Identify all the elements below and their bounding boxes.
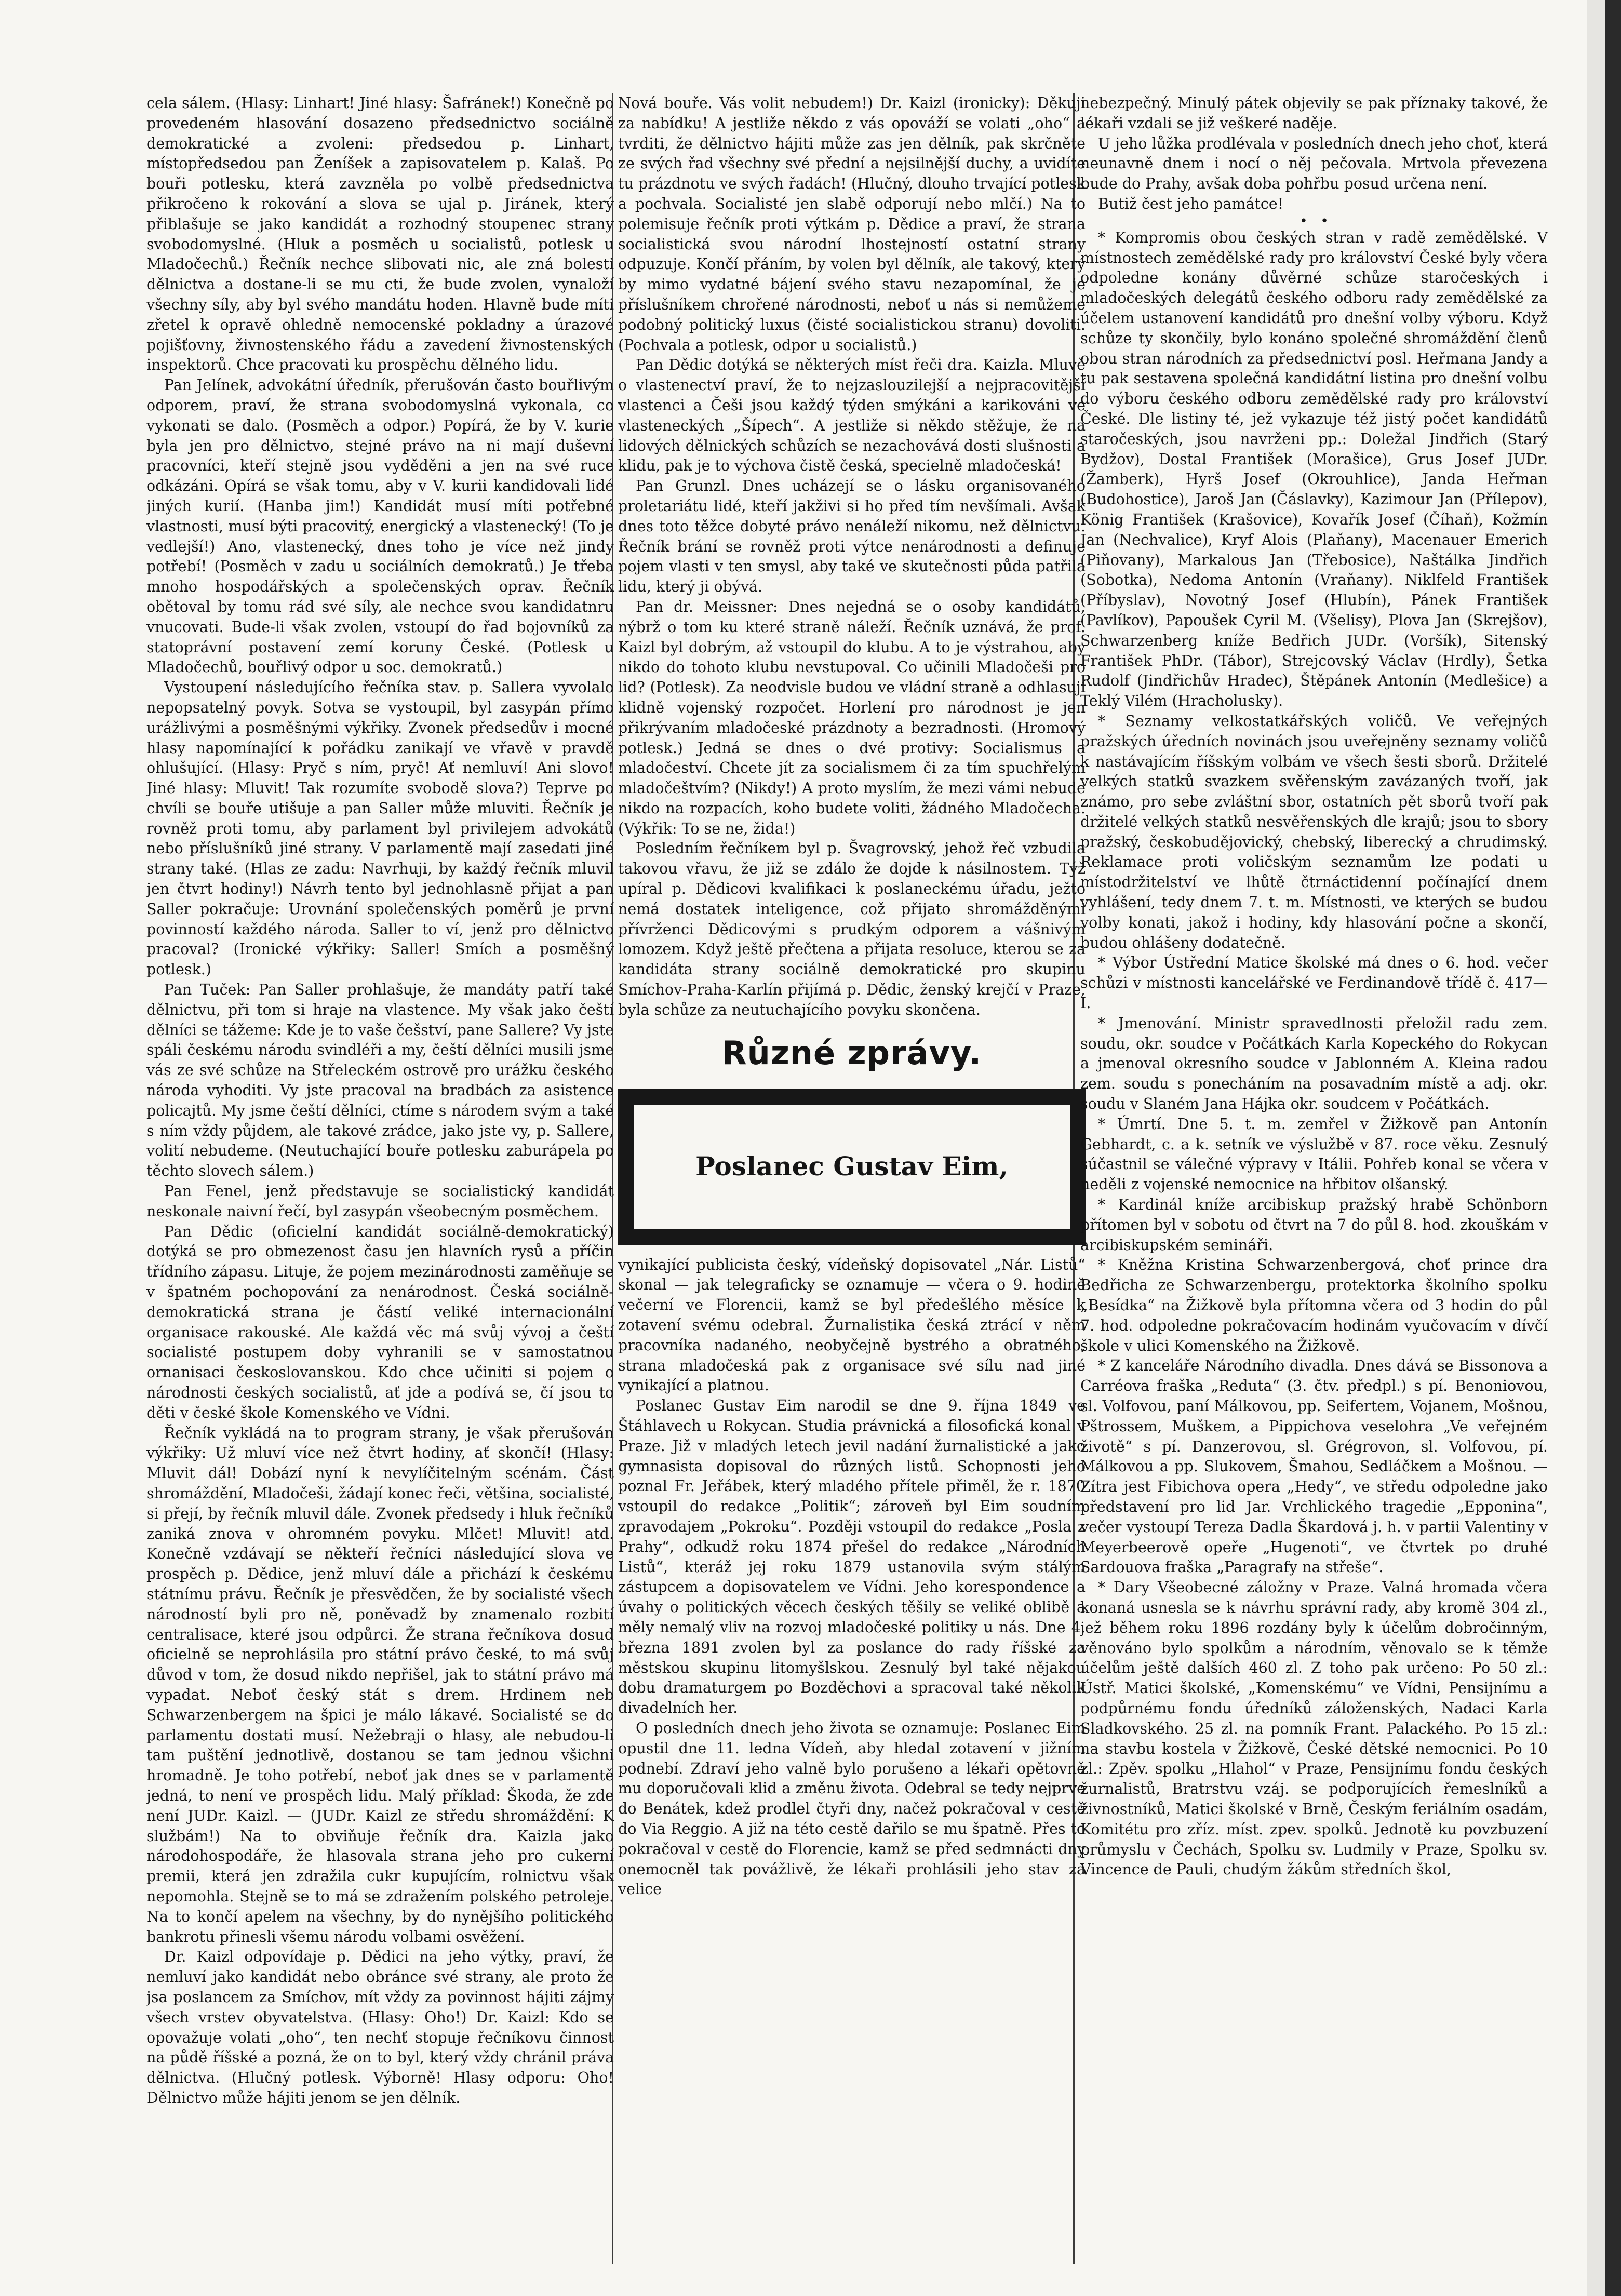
paragraph: * Kněžna Kristina Schwarzenbergová, choť prince dra Bedřicha ze Schwarzenbergu, protektorka školního spolku „Besídka“ na Žižkově byla přítomna včera od 3 hodin do půl 7. hod. odpoledne pokračovacím hodinám vyučovacím v dívčí škole v ulici Komenského na Žižkově. — [1080, 1256, 1548, 1354]
paragraph: Butiž čest jeho památce! — [1098, 195, 1284, 212]
paragraph: * Úmrtí. Dne 5. t. m. zemřel v Žižkově pan Antonín Gebhardt, c. a k. setník ve výslužbě v 87. roce věku. Zesnulý súčastnil se válečné výpravy v Itálii. Pohřeb konal se včera v neděli z vojenské nemocnice na hřbitov olšanský. — [1080, 1115, 1548, 1193]
page-margin — [1587, 0, 1605, 2296]
paragraph: cela sálem. (Hlasy: Linhart! Jiné hlasy: Šafránek!) Konečně po provedeném hlasování dosazeno předsednictvo sociálně demokratické a zvoleni: předsedou p. Linhart, místopředsedou pan Ženíšek a zapisovatelem p. Kalaš. Po bouři potlesku, která zavzněla po volbě předsednictva přikročeno k rokování a slova se ujal p. Jiránek, který přiblašuje se jako kandidát a rozhodný stoupenec strany svobodomyslné. (Hluk a posměch u socialistů, potlesk u Mladočechů.) Řečník nechce slibovati nic, ale zná bolesti dělnictva a dostane-li se mu cti, že bude zvolen, vynaloží všechny síly, aby byl svého mandátu hoden. Hlavně bude míti zřetel k opravě ohledně nemocenské pokladny a úrazové pojišťovny, živnostenského řádu a zavedení živnostenských inspektorů. Chce pracovati ku prospěchu dělného lidu. — [146, 95, 614, 374]
paragraph: Pan Grunzl. Dnes ucházejí se o lásku organisovaného proletariátu lidé, kteří jakživi si ho před tím nevšímali. Avšak dnes toto těžce dobyté právo nenáleží nikomu, než dělnictvu. Řečník brání se rovněž proti výtce nenárodnosti a definuje pojem vlasti v ten smysl, aby také ve skutečnosti půda patřila lidu, který ji obývá. — [618, 477, 1086, 596]
paragraph: Pan Dědic dotýká se některých míst řeči dra. Kaizla. Mluvě o vlastenectví praví, že to nejzaslouzilejší a nejpracovitější vlastenci a Češi jsou každý týden smýkáni a karikováni ve vlasteneckých „Šípech“. A jestliže si někdo stěžuje, že na lidových dělnických schůzích se nezachovává dosti slušnosti a klidu, pak je to výchova čistě česká, specielně mladočeská! — [618, 356, 1086, 475]
paragraph: Vystoupení následujícího řečníka stav. p. Sallera vyvolalo nepopsatelný povyk. Sotva se vystoupil, byl zasypán přímo urážlivými a posměšnými výkřiky. Zvonek předsedův i mocné hlasy napomínající k pořádku zanikají ve vřavě v pravdě ohlušující. (Hlasy: Pryč s ním, pryč! Ať nemluví! Ani slovo! Jiné hlasy: Mluvit! Tak rozumíte svobodě slova?) Teprve po chvíli se bouře utišuje a pan Saller může mluviti. Řečník je rovněž proti tomu, aby parlament byl privilejem advokátů nebo příslušníků jiné strany. V parlamentě mají zasedati jiné strany také. (Hlas ze zadu: Navrhuji, by každý řečník mluvil jen čtvrt hodiny!) Návrh tento byl jednohlasně přijat a pan Saller pokračuje: Urovnání společenských poměrů je první povinností každého národa. Saller to ví, jenž pro dělnictvo pracoval? (Ironické výkřiky: Saller! Smích a posměšný potlesk.) — [146, 679, 614, 978]
column-left — [146, 93, 614, 2270]
paragraph: * Z kanceláře Národního divadla. Dnes dává se Bissonova a Carréova fraška „Reduta“ (3. čtv. předpl.) s pí. Benoniovou, sl. Volfovou, paní Málkovou, pp. Seifertem, Vojanem, Mošnou, Pštrossem, Muškem, a Pippichova veselohra „Ve veřejném životě“ s pí. Danzerovou, sl. Grégrovon, sl. Volfovou, pí. Málkovou a pp. Slukovem, Šmahou, Sedláčkem a Mošnou. — Zítra jest Fibichova opera „Hedy“, ve středu odpoledne jako představení pro lid Jar. Vrchlického tragedie „Epponina“, večer vystoupí Tereza Dadla Škardová j. h. v partii Valentiny v Meyerbeerově opeře „Hugenoti“, ve čtvrtek po druhé Sardouova fraška „Paragrafy na střeše“. — [1080, 1357, 1548, 1576]
paragraph: Nová bouře. Vás volit nebudem!) Dr. Kaizl (ironicky): Děkuji za nabídku! A jestliže někdo z vás opováží se volati „oho“ a tvrditi, že dělnictvo hájiti může zas jen dělník, pak skrčněte ze svých řad všechny své přední a nejsilnější duchy, a uvidíte tu prázdnotu ve svých řadách! (Hlučný, dlouho trvající potlesk a pochvala. Socialisté jen slabě odporují nebo mlčí.) Na to polemisuje řečník proti výtkám p. Dědice a praví, že strana socialistická svou národní lhostejností ostatní strany odpuzuje. Končí přáním, by volen byl dělník, ale takový, který by mimo vydatné bájení svého stavu nezapomínal, že je příslušníkem chrořené národnosti, neboť u nás si nemůžeme podobný politický luxus (čisté socialistickou stranu) dovoliti. (Pochvala a potlesk, odpor u socialistů.) — [618, 95, 1086, 354]
paragraph: Dr. Kaizl odpovídaje p. Dědici na jeho výtky, praví, že nemluví jako kandidát nebo obránce své strany, ale proto že jsa poslancem za Smíchov, mít vždy za povinnost hájiti zájmy všech vrstev obyvatelstva. (Hlasy: Oho!) Dr. Kaizl: Kdo se opovažuje volati „oho“, ten nechť stopuje řečníkovu činnost na půdě říšské a pozná, že on to byl, který vždy chránil práva dělnictva. (Hlučný potlesk. Výborně! Hlasy odporu: Oho! Dělnictvo může hájiti jenom se jen dělník. — [146, 1948, 614, 2106]
section-title: Různé zprávy. — [721, 1033, 982, 1072]
paragraph: Posledním řečníkem byl p. Švagrovský, jehož řeč vzbudila takovou vřavu, že již se zdálo že dojde k násilnostem. Týž upíral p. Dědicovi kvalifikaci k poslaneckému úřadu, ježto nemá dostatek inteligence, což přijato shromážděnými přívrženci Dědicovými s prudkým odporem a vášnivým lomozem. Když ještě přečtena a přijata resoluce, kterou se za kandidáta strany sociálně demokratické pro skupinu Smíchov-Praha-Karlín přijímá p. Dědic, ženský krejčí v Praze, byla schůze za neutuchajícího povyku skončena. — [618, 840, 1086, 1018]
paragraph: U jeho lůžka prodlévala v posledních dnech jeho choť, která neunavně dnem i nocí o něj pečovala. Mrtvola převezena bude do Prahy, avšak doba pohřbu posud určena není. — [1080, 135, 1548, 193]
paragraph: Poslanec Gustav Eim narodil se dne 9. října 1849 ve Štáhlavech u Rokycan. Studia právnická a filosofická konal v Praze. Již v mladých letech jevil nadání žurnalistické a jako gymnasista dopisoval do různých listů. Schopnosti jeho poznal Fr. Jeřábek, který mladého přítele přiměl, že r. 1870 vstoupil do redakce „Politik“; zároveň byl Eim soudním zpravodajem „Pokroku“. Později vstoupil do redakce „Posla z Prahy“, odkudž roku 1874 přešel do redakce „Národních Listů“, kteráž jej roku 1879 ustanovila svým stálým zástupcem a dopisovatelem ve Vídni. Jeho korespondence a úvahy o politických věcech českých těšily se veliké oblibě a měly nemalý vliv na rozvoj mladočeské politiky u nás. Dne 4. března 1891 zvolen byl za poslance do rady říšské za městskou skupinu litomyšlskou. Zesnulý byl také nějakou dobu dramaturgem po Bozděchovi a spracoval také několik divadelních her. — [618, 1397, 1086, 1717]
paragraph: * Seznamy velkostatkářských voličů. Ve veřejných pražských úředních novinách jsou uveřejněny seznamy voličů k nastávajícím říšským volbám ve všech šesti sborů. Držitelé velkých statků svazkem svěřenským zavázaných tvoří, jak známo, pro sebe zvláštní sbor, ostatních pět sborů tvoří pak držitelé velkých statků nesvěřenských dle krajů; jsou to sbory pražský, českobudějovický, chebský, liberecký a chrudimský. Reklamace proti voličským seznamům lze podati u místodržitelství ve lhůtě čtrnáctidenní počínající dnem vyhlášení, tedy dnem 7. t. m. Místnosti, ve kterých se budou volby konati, jakož i hodiny, kdy hlasování počne a skončí, budou ohlášeny dodatečně. — [1080, 712, 1548, 951]
separator-stars: • • — [1300, 213, 1329, 229]
scan-border — [1605, 0, 1621, 2296]
paragraph: Pan Jelínek, advokátní úředník, přerušován často bouřlivým odporem, praví, že strana svobodomyslná vykonala, co vykonati se dalo. (Posměch a odpor.) Popírá, že by V. kurie byla jen pro dělnictvo, stejné právo na ni mají duševní pracovníci, kteří stejně jsou vyděděni a jen na své ruce odkázáni. Opírá se však tomu, aby v V. kurii kandidovali lidé jiných kurií. (Hanba jim!) Kandidát musí míti potřebné vlastnosti, musí býti pracovitý, energický a vlastenecký! (To je vedlejší!) Ano, vlastenecký, dnes toho je více než jindy potřebí! (Posměch v zadu u sociálních demokratů.) Je třeba mnoho hospodářských a společenských oprav. Řečník obětoval by tomu rád své síly, ale nechce svou kandidatnru vnucovati. Bude-li však zvolen, vstoupí do řad bojovníků za statoprávní postavení zemí koruny České. (Potlesk u Mladočechů, bouřlivý odpor u soc. demokratů.) — [146, 377, 614, 676]
paragraph: * Kompromis obou českých stran v radě zemědělské. V místnostech zemědělské rady pro království České byly včera odpoledne konány důvěrné schůze staročeských i mladočeských delegátů českého odboru rady zemědělské za účelem ustanovení kandidátů pro dnešní volby výboru. Když schůze ty skončily, bylo konáno společné shromáždění členů obou stran národních za předsednictví posl. Heřmana Jandy a tu pak sestavena společná kandidátní listina pro dnešní volbu do výboru českého odboru zemědělské rady pro království České. Dle listiny té, jež vykazuje též jistý počet kandidátů staročeských, jsou navrženi pp.: Doležal Jindřich (Starý Bydžov), Dostal František (Morašice), Grus Josef JUDr. (Žamberk), Hyrš Josef (Okrouhlice), Janda Heřman (Budohostice), Jaroš Jan (Čáslavky), Kazimour Jan (Přílepov), König František (Krašovice), Kovařík Josef (Číhaň), Kožmín Jan (Nechvalice), Kryf Alois (Plaňany), Macenauer Emerich (Piňovany), Markalous Jan (Třebosice), Naštálka Jindřich (Sobotka), Nedoma Antonín (Vraňany). Niklfeld František (Příbyslav), Novotný Josef (Hlubín), Pánek František (Pavlíkov), Papoušek Cyril M. (Všelisy), Plova Jan (Skrejšov), Schwarzenberg kníže Bedřich JUDr. (Voršík), Sitenský František PhDr. (Tábor), Strejcovský Václav (Hrdly), Šetka Rudolf (Jindřichův Hradec), Štěpánek Antonín (Medlešice) a Teklý Vilém (Hracholusky). — [1080, 229, 1548, 710]
paragraph: * Dary Všeobecné záložny v Praze. Valná hromada včera konaná usnesla se k návrhu správní rady, aby kromě 304 zl., jež během roku 1896 rozdány byly k účelům dobročinným, věnováno bylo spolkům a národním, věnovalo se k těmže účelům ještě dalších 460 zl. Z toho pak určeno: Po 50 zl.: Ústř. Matici školské, „Komenskému“ ve Vídni, Pensijnímu a podpůrnému fondu úředníků záloženských, Nadaci Karla Sladkovského. 25 zl. na pomník Frant. Palackého. Po 15 zl.: na stavbu kostela v Žižkově, České dětské nemocnici. Po 10 zl.: Zpěv. spolku „Hlahol“ v Praze, Pensijnímu fondu českých žurnalistů, Bratrstvu vzáj. se podporujících řemeslníků a živnostníků, Matici školské v Brně, Českým feriálním osadám, Komitétu pro zříz. míst. zpev. spolků. Jednotě ku povzbuzení průmyslu v Čechách, Spolku sv. Ludmily v Praze, Spolku sv. Vincence de Pauli, chudým žákům středních škol, — [1080, 1579, 1548, 1878]
paragraph: vynikající publicista český, vídeňský dopisovatel „Nár. Listů“ skonal — jak telegraficky se oznamuje — včera o 9. hodině večerní ve Florencii, kamž se byl předešlého měsíce k zotavení svému odebral. Žurnalistika česká ztrácí v něm pracovníka nadaného, neobyčejně bystrého a obratného, strana mladočeská pak z organisace své sílu nad jiné vynikající a platnou. — [618, 1256, 1086, 1394]
column-middle — [618, 93, 1086, 2270]
paragraph: Pan Fenel, jenž představuje se socialistický kandidát neskonale naivní řečí, byl zasypán všeobecným posměchem. — [146, 1183, 614, 1220]
obituary-frame — [618, 1089, 1086, 1245]
paragraph: * Kardinál kníže arcibiskup pražský hrabě Schönborn přítomen byl v sobotu od čtvrt na 7 do půl 8. hod. zkouškám v arcibiskupském semináři. — [1080, 1196, 1548, 1254]
paragraph: Pan dr. Meissner: Dnes nejedná se o osoby kandidátů, nýbrž o tom ku které straně náleží. Řečník uznává, že prof. Kaizl byl dobrým, až vstoupil do klubu. A to je výstrahou, aby nikdo do tohoto klubu nevstupoval. Co učinili Mladočeši pro lid? (Potlesk). Za neodvisle budou ve vládní straně a odhlasují klidně vojenský rozpočet. Horlení pro národnost je jen přikrývaním mladočeské prázdnoty a bezradnosti. (Hromový potlesk.) Jedná se dnes o dvé protivy: Socialismus a mladočeství. Chcete jít za socialismem či za tím spuchřelým mladočeštvím? (Nikdy!) A proto myslím, že mezi vámi nebude nikdo na rozpacích, koho budete voliti, žádného Mladočecha. (Výkřik: To se ne, žida!) — [618, 598, 1086, 837]
paragraph: Pan Tuček: Pan Saller prohlašuje, že mandáty patří také dělnictvu, při tom si hraje na vlastence. My však jako čeští dělníci se tážeme: Kde je to vaše češství, pane Sallere? Vy jste spáli českému národu svindléři a my, čeští dělníci musili jsme vás ze své schůze na Střeleckém ostrově pro urážku českého národa vyhoditi. Vy jste pracoval na bradbách za asistence policajtů. My jsme čeští dělníci, ctíme s národem svým a také s ním vždy půjdem, ale takové zrádce, jako jste vy, p. Sallere, volití nebudeme. (Neutuchající bouře potlesku zaburápela po těchto slovech sálem.) — [146, 981, 614, 1180]
paragraph: Řečník vykládá na to program strany, je však přerušován výkřiky: Už mluví více než čtvrt hodiny, ať skončí! (Hlasy: Mluvit dál! Dobází nyní k nevylíčitelným scénám. Část shromáždění, Mladočeši, žádají konec řeči, většina, socialisté, si přejí, by řečník mluvil dále. Zvonek předsedy i hluk řečníků zaniká znova v ohromném povyku. Mlčet! Mluvit! atd. Konečně vzdávají se někteří řečníci následující slova ve prospěch p. Dědice, jenž mluví dále a přichází k českému státnímu právu. Řečník je přesvědčen, že by socialisté všech národností byli pro ně, poněvadž by znamenalo rozbití centralisace, které jsou odpůrci. Že strana řečníkova dosud oficielně se neprohlásila pro státní právo české, to má svůj důvod v tom, že dosud nikdo nepřišel, jak to státní právo má vypadat. Neboť český stát s drem. Hrdinem neb Schwarzenbergem na špici je málo lákavé. Socialisté se do parlamentu dostati musí. Nežebraji o hlasy, ale nebudou-li tam puštění jednotlivě, dostanou se tam jednou všichni hromadně. Je toho potřebí, neboť jak dnes se v parlamentě jedná, to není ve prospěch lidu. Malý příklad: Škoda, že zde není JUDr. Kaizl. — (JUDr. Kaizl ze středu shromáždění: K službám!) Na to obviňuje řečník dra. Kaizla jako národohospodáře, že hlasovala strana jeho pro cukerní premii, která jen zdražila cukr kupujícím, rolnictvu však nepomohla. Stejně se to má se zdražením polského petroleje. Na to končí apelem na všechny, by do nynějšího politického bankrotu přinesli všemu národu volbami osvěžení. — [146, 1424, 614, 1945]
obituary-name: Poslanec Gustav Eim, — [634, 1105, 1070, 1229]
paragraph: nebezpečný. Minulý pátek objevily se pak příznaky takové, že lékaři vzdali se již veškeré naděje. — [1080, 95, 1548, 132]
paragraph: * Výbor Ústřední Matice školské má dnes o 6. hod. večer schůzi v místnosti kancelářské ve Ferdinandově třídě č. 417—I. — [1080, 954, 1548, 1012]
column-right — [1080, 93, 1548, 2270]
paragraph: O posledních dnech jeho života se oznamuje: Poslanec Eim opustil dne 11. ledna Vídeň, aby hledal zotavení v jižním podnebí. Zdraví jeho valně bylo porušeno a lékaři opětovně mu doporučovali klid a změnu života. Odebral se tedy nejprve do Benátek, kdež prodlel čtyři dny, načež pokračoval v cestě do Via Reggio. A již na této cestě dařilo se mu špatně. Přes to pokračoval v cestě do Florencie, kamž se před sedmnácti dny onemocněl tak povážlivě, že lékaři prohlásili jeho stav za velice — [618, 1719, 1086, 1898]
paragraph: Pan Dědic (oficielní kandidát sociálně-demokratický) dotýká se pro obmezenost času jen hlavních rysů a příčin třídního zápasu. Lituje, že pojem mezinárodnosti zaměňuje se v špatném pochopování za nenárodnost. Česká sociálně-demokratická strana je částí veliké internacionální organisace rakouské. Ale každá věc má svůj vývoj a čeští socialisté postupem doby vyhranili se v samostatnou ornanisaci českoslovanskou. Kdo chce učiniti si pojem o národnosti českých socialistů, ať jde a podívá se, čí jsou to děti v české škole Komenského ve Vídni. — [146, 1223, 614, 1421]
paragraph: * Jmenování. Ministr spravedlnosti přeložil radu zem. soudu, okr. soudce v Počátkách Karla Kopeckého do Rokycan a jmenoval okresního soudce v Jablonném A. Kleina radou zem. soudu s ponecháním na posavadním místě a adj. okr. soudu v Slaném Jana Hájka okr. soudcem v Počátkách. — [1080, 1014, 1548, 1113]
